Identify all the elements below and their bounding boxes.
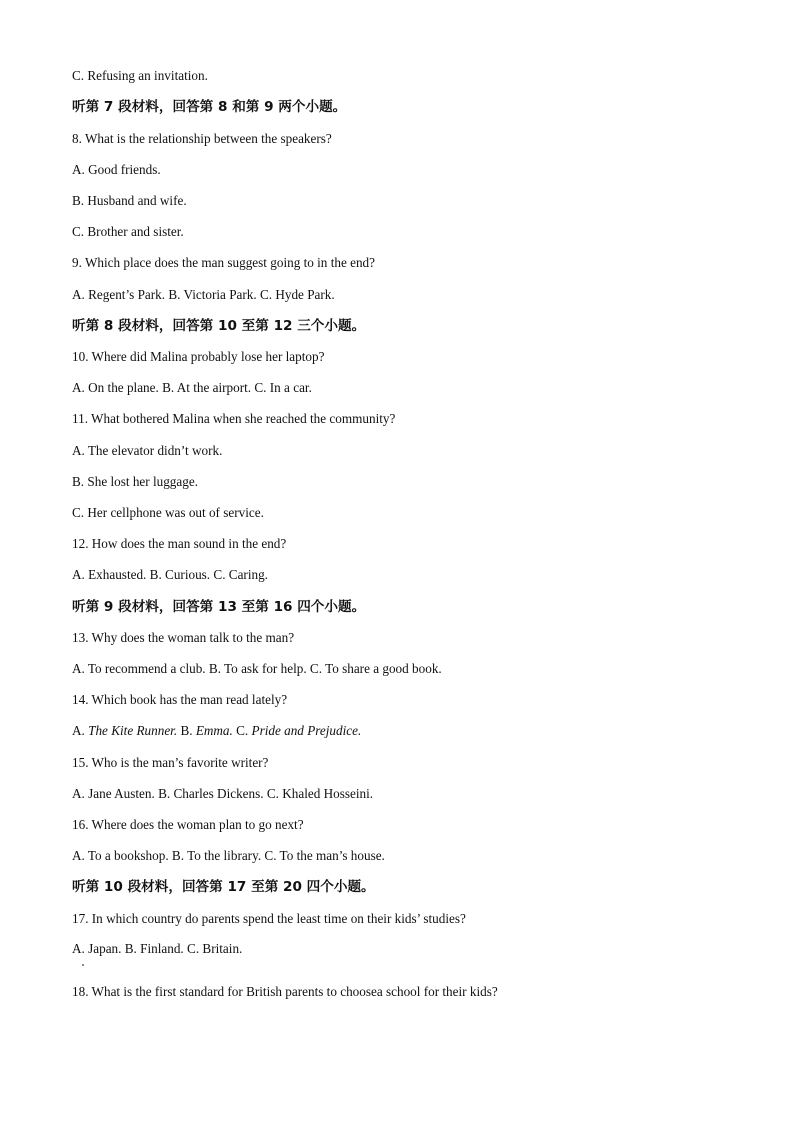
option-label: B. <box>177 723 196 738</box>
option-line: A. Exhausted. B. Curious. C. Caring. <box>72 567 268 582</box>
option-line: B. Husband and wife. <box>72 193 187 208</box>
question-14: 14. Which book has the man read lately? <box>72 692 288 707</box>
question-18: 18. What is the first standard for British parents to choosea school for their kids? <box>72 984 498 999</box>
question-17: 17. In which country do parents spend the least time on their kids’ studies? <box>72 911 466 926</box>
book-title: Pride and Prejudice. <box>251 723 362 738</box>
section-heading: 听第 7 段材料，回答第 8 和第 9 两个小题。 <box>72 99 347 115</box>
section-heading: 听第 9 段材料，回答第 13 至第 16 四个小题。 <box>72 599 366 615</box>
option-line <box>72 723 361 739</box>
option-line: A. Good friends. <box>72 162 161 177</box>
option-label: A. <box>72 723 89 738</box>
book-title: Emma. <box>195 723 233 738</box>
stray-dot <box>82 964 84 966</box>
option-line: B. She lost her luggage. <box>72 474 198 489</box>
option-line: A. Regent’s Park. B. Victoria Park. C. Hyde Park. <box>72 287 335 302</box>
option-line: C. Her cellphone was out of service. <box>72 505 264 520</box>
question-11: 11. What bothered Malina when she reached the community? <box>72 411 396 426</box>
option-line: C. Brother and sister. <box>72 224 184 239</box>
option-line: C. Refusing an invitation. <box>72 68 208 83</box>
option-line: A. Japan. B. Finland. C. Britain. <box>72 941 243 956</box>
option-line: A. Jane Austen. B. Charles Dickens. C. Khaled Hosseini. <box>72 786 374 801</box>
option-line: A. To a bookshop. B. To the library. C. To the man’s house. <box>72 848 385 863</box>
book-title: The Kite Runner. <box>88 723 178 738</box>
question-13: 13. Why does the woman talk to the man? <box>72 630 295 645</box>
question-15: 15. Who is the man’s favorite writer? <box>72 755 269 770</box>
section-heading: 听第 10 段材料，回答第 17 至第 20 四个小题。 <box>72 879 375 895</box>
question-8: 8. What is the relationship between the speakers? <box>72 131 332 146</box>
question-9: 9. Which place does the man suggest going to in the end? <box>72 255 375 270</box>
option-line: A. To recommend a club. B. To ask for help. C. To share a good book. <box>72 661 442 676</box>
question-12: 12. How does the man sound in the end? <box>72 536 287 551</box>
option-label: C. <box>232 723 252 738</box>
question-16: 16. Where does the woman plan to go next? <box>72 817 304 832</box>
question-10: 10. Where did Malina probably lose her laptop? <box>72 349 325 364</box>
option-line: A. On the plane. B. At the airport. C. In a car. <box>72 380 312 395</box>
option-line: A. The elevator didn’t work. <box>72 443 223 458</box>
section-heading: 听第 8 段材料，回答第 10 至第 12 三个小题。 <box>72 318 366 334</box>
